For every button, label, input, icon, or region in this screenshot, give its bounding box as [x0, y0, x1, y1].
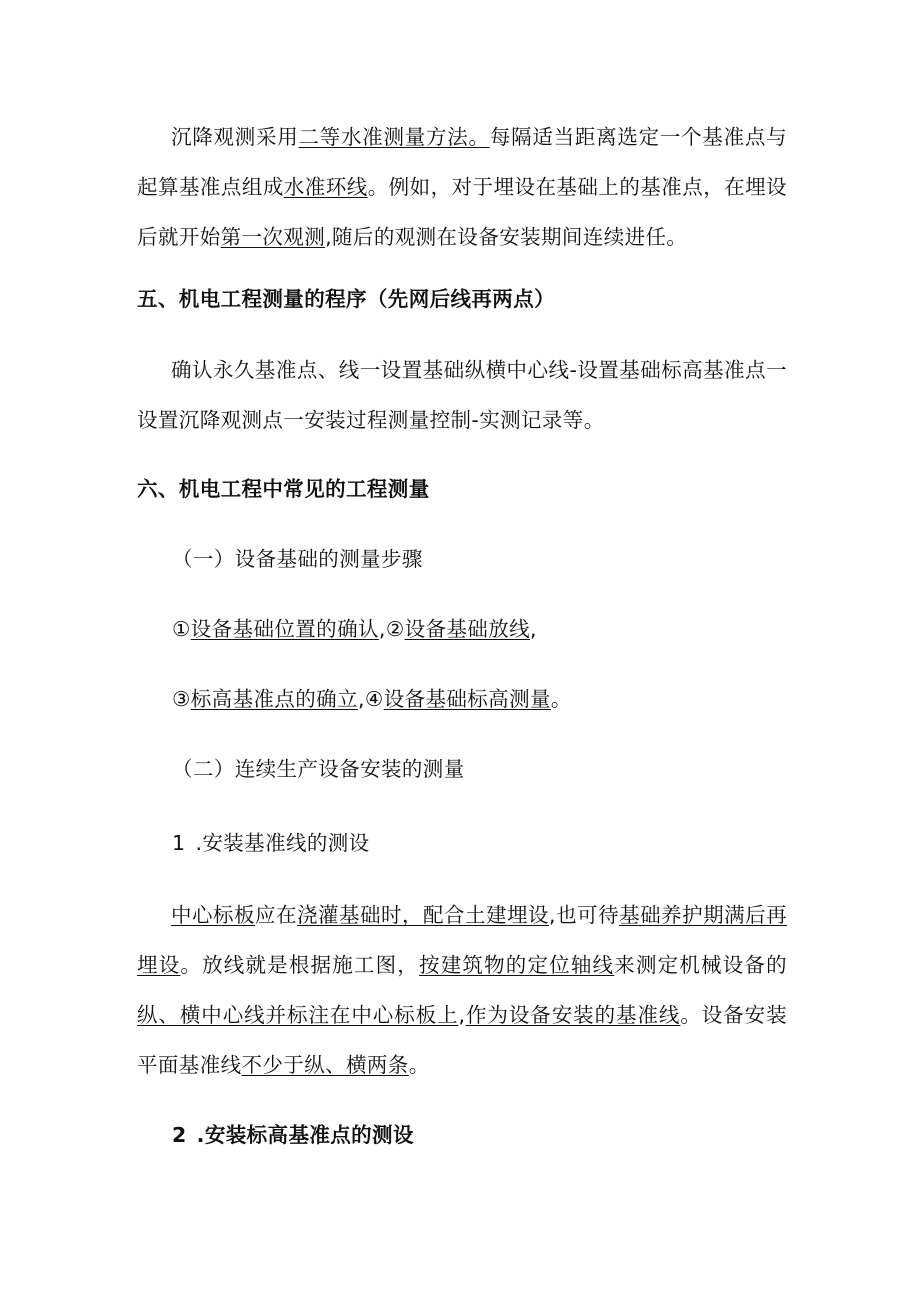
item-title: .安装基准线的测设: [195, 831, 370, 855]
list-item-1: [172, 828, 370, 858]
section-heading-6: 六、机电工程中常见的工程测量: [137, 477, 430, 501]
underlined-term: 第一次观测: [220, 225, 326, 249]
text-segment: 。: [550, 687, 572, 711]
step-number: ①: [172, 617, 191, 641]
underlined-term: 水准环线: [283, 175, 368, 199]
list-item-2: [172, 1120, 414, 1150]
text-segment: 来测定机械设备的: [614, 953, 787, 977]
underlined-term: 作为设备安装的基准线: [465, 1003, 681, 1027]
text-segment: 。例如，对于埋设在基础上的基准点，在埋设后就开始: [137, 175, 788, 249]
text-segment: ,: [530, 617, 537, 641]
underlined-term: 按建筑物的定位轴线: [419, 953, 615, 977]
section-heading-5: 五、机电工程测量的程序（先网后线再两点）: [137, 287, 555, 311]
underlined-term: 中心标板: [171, 903, 256, 927]
paragraph-baseline-setup: [137, 890, 787, 1090]
item-number: 1: [172, 831, 186, 855]
underlined-term: 纵、横中心线并标注在中心标板上: [137, 1003, 459, 1027]
text-segment: ,: [357, 687, 365, 711]
underlined-term: 浇灌基础时，配合土建埋设: [297, 903, 550, 927]
underlined-term: 基础养护期满后再埋设: [137, 903, 787, 977]
underlined-term: 设备基础放线: [404, 617, 530, 641]
steps-line-1: [172, 614, 537, 644]
text-segment: 。: [408, 1053, 430, 1077]
text-segment: ,随后的观测在设备安装期间连续进任。: [325, 225, 688, 249]
paragraph-settlement-observation: [137, 112, 787, 262]
subsection-heading-1: （一）设备基础的测量步骤: [172, 547, 423, 571]
underlined-term: 设备基础标高测量: [383, 687, 551, 711]
item-number: 2: [172, 1123, 187, 1147]
subsection-heading-2: （二）连续生产设备安装的测量: [172, 757, 465, 781]
step-number: ④: [364, 687, 384, 711]
text-segment: 。设备安装平面基准线: [137, 1003, 788, 1077]
text-segment: 应在: [255, 903, 298, 927]
text-segment: 每隔适当距离选定一个基准点与起算基准点组成: [137, 125, 787, 199]
item-title: .安装标高基准点的测设: [196, 1123, 414, 1147]
text-segment: 沉降观测采用: [171, 125, 299, 149]
underlined-term: 不少于纵、横两条: [241, 1053, 409, 1077]
step-number: ③: [172, 687, 191, 711]
underlined-term: 设备基础位置的确认: [190, 617, 379, 641]
paragraph-measurement-procedure: 确认永久基准点、线一设置基础纵横中心线-设置基础标高基准点一设置沉降观测点一安装过程测量控制-实测记录等。: [137, 358, 787, 432]
steps-line-2: [172, 684, 572, 714]
underlined-term: 二等水准测量方法。: [298, 125, 490, 149]
step-number: ②: [385, 617, 405, 641]
text-segment: 。放线就是根据施工图，: [180, 953, 420, 977]
underlined-term: 标高基准点的确立: [190, 687, 358, 711]
text-segment: ,: [378, 617, 386, 641]
text-segment: ,也可待: [549, 903, 620, 927]
text-segment: ,: [458, 1003, 466, 1027]
